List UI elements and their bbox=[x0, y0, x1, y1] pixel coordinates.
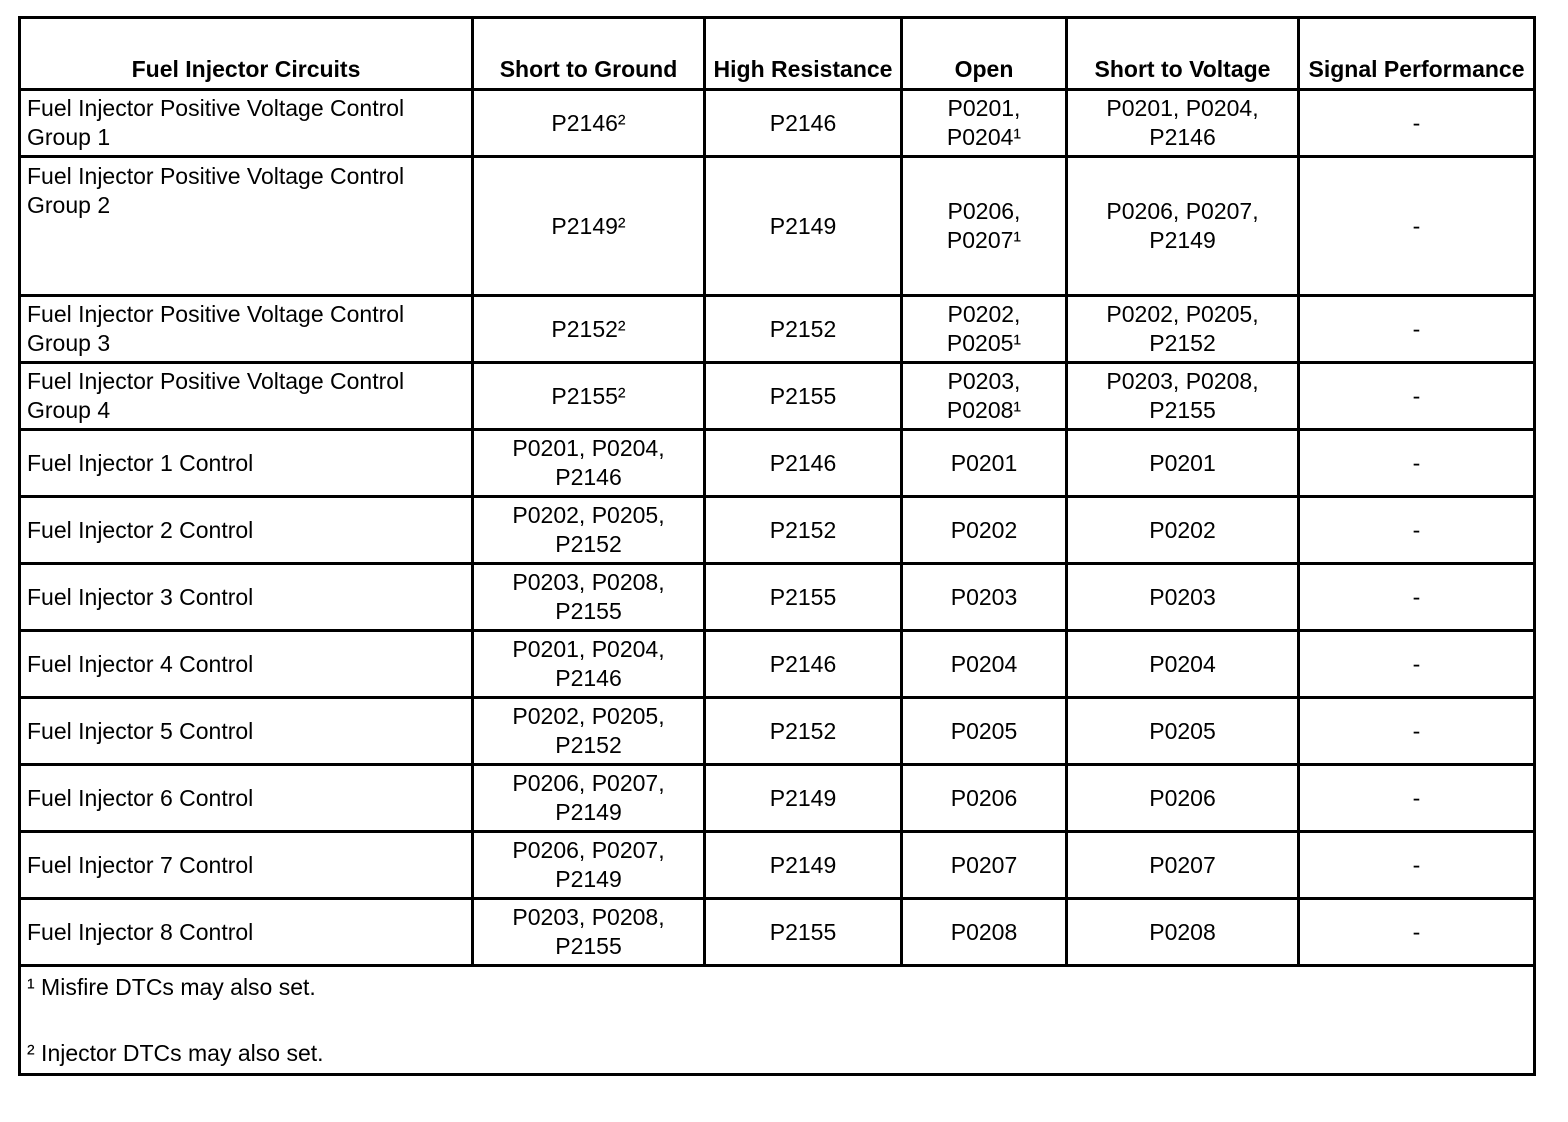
footnote-misfire: ¹ Misfire DTCs may also set. bbox=[27, 974, 316, 1000]
open-cell: P0206, P0207¹ bbox=[902, 157, 1067, 296]
table-row bbox=[20, 899, 1535, 966]
short-to-voltage-cell: P0206 bbox=[1067, 765, 1299, 832]
header-open: Open bbox=[902, 18, 1067, 90]
short-to-ground-cell: P0202, P0205, P2152 bbox=[473, 698, 705, 765]
circuit-cell: Fuel Injector Positive Voltage Control Group 1 bbox=[20, 90, 473, 157]
short-to-voltage-cell: P0201 bbox=[1067, 430, 1299, 497]
dtc-table bbox=[18, 16, 1536, 1076]
open-cell: P0203, P0208¹ bbox=[902, 363, 1067, 430]
header-row bbox=[20, 18, 1535, 90]
short-to-voltage-cell: P0202, P0205, P2152 bbox=[1067, 296, 1299, 363]
open-cell: P0201, P0204¹ bbox=[902, 90, 1067, 157]
short-to-ground-cell: P0201, P0204, P2146 bbox=[473, 430, 705, 497]
open-cell: P0206 bbox=[902, 765, 1067, 832]
circuit-cell: Fuel Injector Positive Voltage Control Group 4 bbox=[20, 363, 473, 430]
open-cell: P0205 bbox=[902, 698, 1067, 765]
table-row bbox=[20, 90, 1535, 157]
circuit-cell: Fuel Injector 7 Control bbox=[20, 832, 473, 899]
high-resistance-cell: P2146 bbox=[705, 631, 902, 698]
circuit-cell: Fuel Injector Positive Voltage Control Group 3 bbox=[20, 296, 473, 363]
circuit-cell: Fuel Injector 3 Control bbox=[20, 564, 473, 631]
open-cell: P0208 bbox=[902, 899, 1067, 966]
notes-row bbox=[20, 966, 1535, 1075]
short-to-voltage-cell: P0205 bbox=[1067, 698, 1299, 765]
circuit-cell: Fuel Injector Positive Voltage Control Group 2 bbox=[20, 157, 473, 296]
high-resistance-cell: P2146 bbox=[705, 430, 902, 497]
table-row bbox=[20, 430, 1535, 497]
signal-performance-cell: - bbox=[1299, 832, 1535, 899]
signal-performance-cell: - bbox=[1299, 698, 1535, 765]
short-to-voltage-cell: P0203, P0208, P2155 bbox=[1067, 363, 1299, 430]
short-to-voltage-cell: P0201, P0204, P2146 bbox=[1067, 90, 1299, 157]
signal-performance-cell: - bbox=[1299, 497, 1535, 564]
short-to-ground-cell: P0203, P0208, P2155 bbox=[473, 564, 705, 631]
table-row bbox=[20, 765, 1535, 832]
short-to-ground-cell: P0203, P0208, P2155 bbox=[473, 899, 705, 966]
short-to-ground-cell: P2152² bbox=[473, 296, 705, 363]
table-row bbox=[20, 564, 1535, 631]
high-resistance-cell: P2149 bbox=[705, 765, 902, 832]
signal-performance-cell: - bbox=[1299, 765, 1535, 832]
circuit-cell: Fuel Injector 1 Control bbox=[20, 430, 473, 497]
open-cell: P0204 bbox=[902, 631, 1067, 698]
short-to-ground-cell: P2155² bbox=[473, 363, 705, 430]
open-cell: P0201 bbox=[902, 430, 1067, 497]
header-short-to-voltage: Short to Voltage bbox=[1067, 18, 1299, 90]
table-row bbox=[20, 157, 1535, 296]
short-to-voltage-cell: P0202 bbox=[1067, 497, 1299, 564]
header-circuits: Fuel Injector Circuits bbox=[20, 18, 473, 90]
short-to-ground-cell: P0206, P0207, P2149 bbox=[473, 765, 705, 832]
short-to-ground-cell: P0206, P0207, P2149 bbox=[473, 832, 705, 899]
high-resistance-cell: P2152 bbox=[705, 698, 902, 765]
footnotes-cell bbox=[20, 966, 1535, 1075]
short-to-voltage-cell: P0207 bbox=[1067, 832, 1299, 899]
signal-performance-cell: - bbox=[1299, 430, 1535, 497]
signal-performance-cell: - bbox=[1299, 363, 1535, 430]
open-cell: P0202 bbox=[902, 497, 1067, 564]
header-high-resistance: High Resistance bbox=[705, 18, 902, 90]
short-to-voltage-cell: P0206, P0207, P2149 bbox=[1067, 157, 1299, 296]
high-resistance-cell: P2152 bbox=[705, 296, 902, 363]
short-to-voltage-cell: P0208 bbox=[1067, 899, 1299, 966]
table-row bbox=[20, 631, 1535, 698]
circuit-cell: Fuel Injector 5 Control bbox=[20, 698, 473, 765]
high-resistance-cell: P2155 bbox=[705, 363, 902, 430]
header-signal-performance: Signal Performance bbox=[1299, 18, 1535, 90]
footnote-injector: ² Injector DTCs may also set. bbox=[27, 1040, 324, 1066]
table-row bbox=[20, 497, 1535, 564]
open-cell: P0203 bbox=[902, 564, 1067, 631]
table-row bbox=[20, 832, 1535, 899]
table-row bbox=[20, 296, 1535, 363]
signal-performance-cell: - bbox=[1299, 631, 1535, 698]
signal-performance-cell: - bbox=[1299, 296, 1535, 363]
open-cell: P0207 bbox=[902, 832, 1067, 899]
high-resistance-cell: P2149 bbox=[705, 157, 902, 296]
circuit-cell: Fuel Injector 8 Control bbox=[20, 899, 473, 966]
short-to-voltage-cell: P0204 bbox=[1067, 631, 1299, 698]
short-to-voltage-cell: P0203 bbox=[1067, 564, 1299, 631]
high-resistance-cell: P2155 bbox=[705, 564, 902, 631]
signal-performance-cell: - bbox=[1299, 90, 1535, 157]
high-resistance-cell: P2146 bbox=[705, 90, 902, 157]
table-row bbox=[20, 363, 1535, 430]
header-short-to-ground: Short to Ground bbox=[473, 18, 705, 90]
open-cell: P0202, P0205¹ bbox=[902, 296, 1067, 363]
circuit-cell: Fuel Injector 2 Control bbox=[20, 497, 473, 564]
short-to-ground-cell: P2149² bbox=[473, 157, 705, 296]
circuit-cell: Fuel Injector 6 Control bbox=[20, 765, 473, 832]
signal-performance-cell: - bbox=[1299, 564, 1535, 631]
short-to-ground-cell: P2146² bbox=[473, 90, 705, 157]
table-row bbox=[20, 698, 1535, 765]
high-resistance-cell: P2149 bbox=[705, 832, 902, 899]
high-resistance-cell: P2152 bbox=[705, 497, 902, 564]
circuit-cell: Fuel Injector 4 Control bbox=[20, 631, 473, 698]
signal-performance-cell: - bbox=[1299, 157, 1535, 296]
signal-performance-cell: - bbox=[1299, 899, 1535, 966]
high-resistance-cell: P2155 bbox=[705, 899, 902, 966]
short-to-ground-cell: P0202, P0205, P2152 bbox=[473, 497, 705, 564]
short-to-ground-cell: P0201, P0204, P2146 bbox=[473, 631, 705, 698]
